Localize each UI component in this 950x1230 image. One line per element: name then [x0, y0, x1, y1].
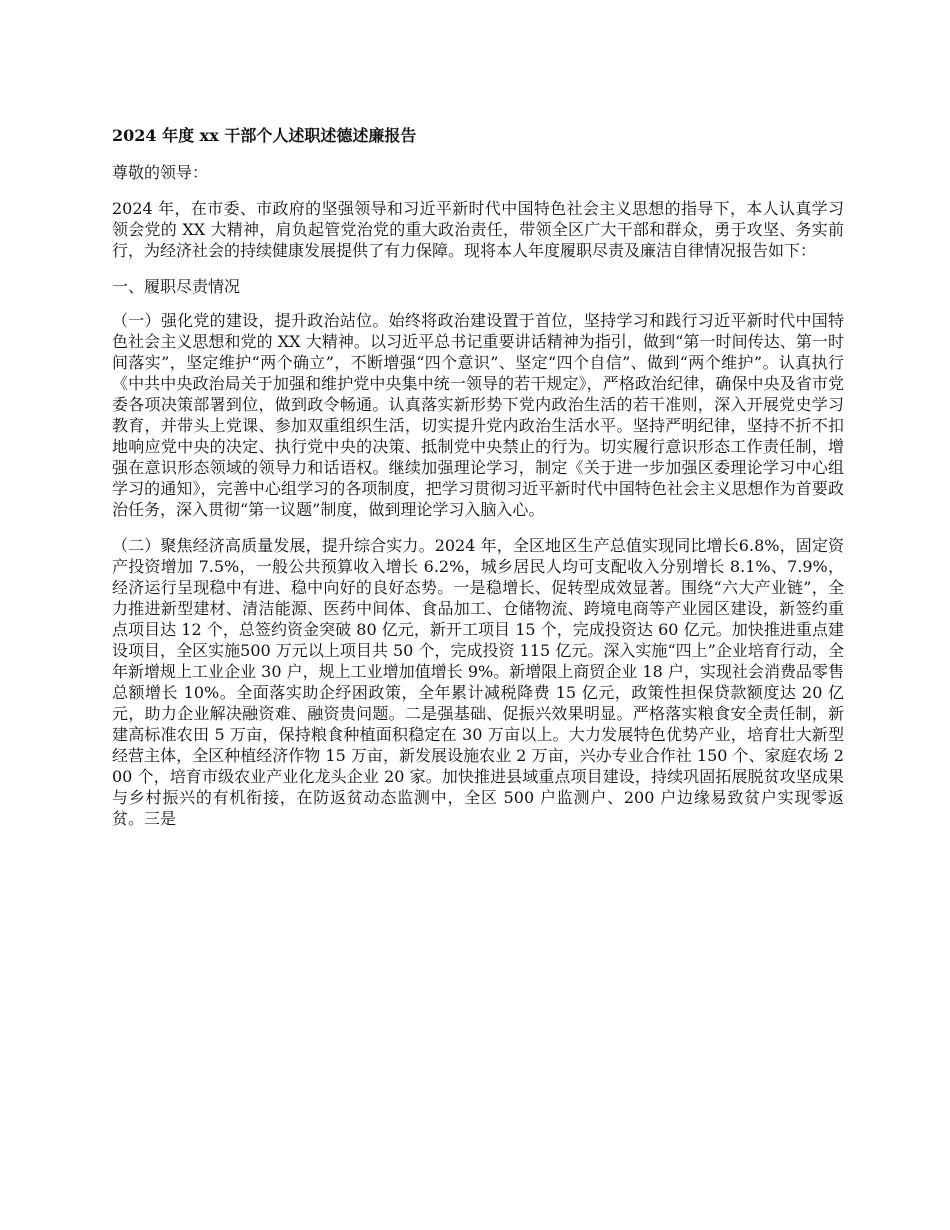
document-title: 2024 年度 xx 干部个人述职述德述廉报告 — [112, 126, 417, 145]
paragraph-economic-development: （二）聚焦经济高质量发展，提升综合实力。2024 年，全区地区生产总值实现同比增长6.8%，固定资产投资增加 7.5%，一般公共预算收入增长 6.2%，城乡居民人均可支配收入分别增长 8.1%、7.9%，经济运行呈现稳中有进、稳中向好的良好态势。一是稳增长、促转型成效显著。围绕“六大产业链”，全力推进新型建材、清洁能源、医药中间体、食品加工、仓储物流、跨境电商等产业园区建设，新签约重点项目达 12 个，总签约资金突破 80 亿元，新开工项目 15 个，完成投资达 60 亿元。加快推进重点建设项目，全区实施500 万元以上项目共 50 个，完成投资 115 亿元。深入实施“四上”企业培育行动，全年新增规上工业企业 30 户，规上工业增加值增长 9%。新增限上商贸企业 18 户，实现社会消费品零售总额增长 10%。全面落实助企纾困政策，全年累计减税降费 15 亿元，政策性担保贷款额度达 20 亿元，助力企业解决融资难、融资贵问题。二是强基础、促振兴效果明显。严格落实粮食安全责任制，新建高标准农田 5 万亩，保持粮食种植面积稳定在 30 万亩以上。大力发展特色优势产业，培育壮大新型经营主体，全区种植经济作物 15 万亩，新发展设施农业 2 万亩，兴办专业合作社 150 个、家庭农场 200 个，培育市级农业产业化龙头企业 20 家。加快推进县域重点项目建设，持续巩固拓展脱贫攻坚成果与乡村振兴的有机衔接，在防返贫动态监测中，全区 500 户监测户、200 户边缘易致贫户实现零返贫。三是 — [112, 536, 844, 828]
section-heading-duties: 一、履职尽责情况 — [112, 277, 241, 296]
paragraph-party-building: （一）强化党的建设，提升政治站位。始终将政治建设置于首位，坚持学习和践行习近平新时代中国特色社会主义思想和党的 XX 大精神。以习近平总书记重要讲话精神为指引，做到“第一时间传达、第一时间落实”，坚定维护“两个确立”，不断增强“四个意识”、坚定“四个自信”、做到“两个维护”。认真执行《中共中央政治局关于加强和维护党中央集中统一领导的若干规定》，严格政治纪律，确保中央及省市党委各项决策部署到位，做到政令畅通。认真落实新形势下党内政治生活的若干准则，深入开展党史学习教育，并带头上党课、参加双重组织生活，切实提升党内政治生活水平。坚持严明纪律，坚持不折不扣地响应党中央的决定、执行党中央的决策、抵制党中央禁止的行为。切实履行意识形态工作责任制，增强在意识形态领域的领导力和话语权。继续加强理论学习，制定《关于进一步加强区委理论学习中心组学习的通知》，完善中心组学习的各项制度，把学习贯彻习近平新时代中国特色社会主义思想作为首要政治任务，深入贯彻“第一议题”制度，做到理论学习入脑入心。 — [112, 311, 844, 519]
salutation: 尊敬的领导： — [112, 163, 209, 182]
intro-paragraph: 2024 年，在市委、市政府的坚强领导和习近平新时代中国特色社会主义思想的指导下，本人认真学习领会党的 XX 大精神，肩负起管党治党的重大政治责任，带领全区广大干部和群众，勇于攻坚、务实前行，为经济社会的持续健康发展提供了有力保障。现将本人年度履职尽责及廉洁自律情况报告如下： — [112, 199, 844, 260]
document-page — [112, 124, 844, 844]
